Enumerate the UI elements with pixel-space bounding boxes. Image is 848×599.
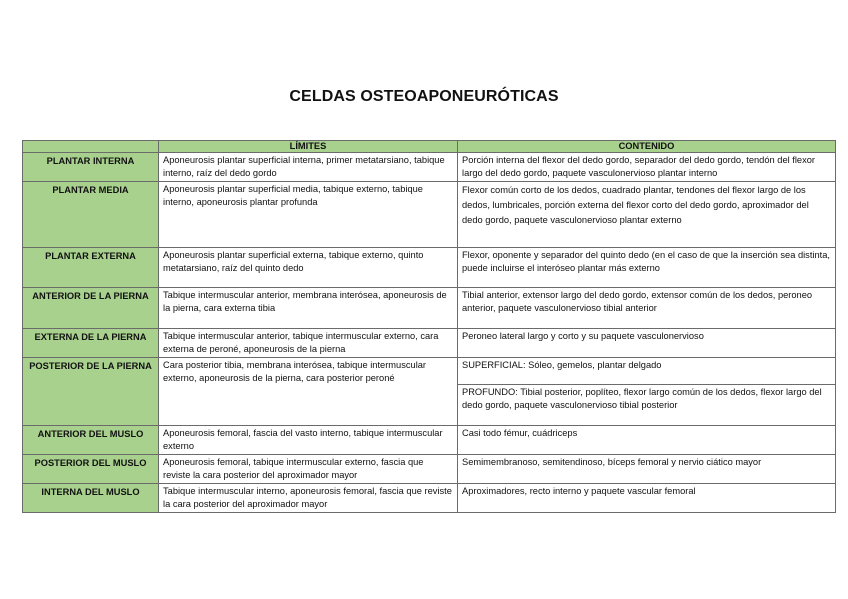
compartments-table [22, 140, 836, 513]
row-contents: Porción interna del flexor del dedo gordo, separador del dedo gordo, tendón del flexor largo del dedo gordo, paquete vasculonervioso plantar interno [458, 153, 836, 182]
row-category: PLANTAR MEDIA [23, 182, 159, 248]
table-row [23, 288, 836, 329]
page-title: CELDAS OSTEOAPONEURÓTICAS [289, 88, 559, 105]
header-contents: CONTENIDO [458, 141, 836, 153]
table-row [23, 358, 836, 385]
row-category: POSTERIOR DEL MUSLO [23, 455, 159, 484]
row-limits: Tabique intermuscular anterior, membrana interósea, aponeurosis de la pierna, cara externa tibia [159, 288, 458, 329]
row-category: POSTERIOR DE LA PIERNA [23, 358, 159, 426]
row-limits: Aponeurosis plantar superficial media, tabique externo, tabique interno, aponeurosis plantar profunda [159, 182, 458, 248]
row-contents: Flexor común corto de los dedos, cuadrado plantar, tendones del flexor largo de los dedos, lumbricales, porción externa del flexor corto del dedo gordo, aproximador del dedo gordo, paquete vasculonervioso plantar externo [458, 182, 836, 248]
table-row [23, 426, 836, 455]
row-category: PLANTAR INTERNA [23, 153, 159, 182]
row-category: ANTERIOR DEL MUSLO [23, 426, 159, 455]
row-contents: Casi todo fémur, cuádriceps [458, 426, 836, 455]
header-row [23, 141, 836, 153]
row-limits: Aponeurosis plantar superficial interna, primer metatarsiano, tabique interno, raíz del dedo gordo [159, 153, 458, 182]
table-row [23, 248, 836, 288]
table-row [23, 329, 836, 358]
row-category: ANTERIOR DE LA PIERNA [23, 288, 159, 329]
header-category [23, 141, 159, 153]
table-row [23, 455, 836, 484]
row-contents: Flexor, oponente y separador del quinto dedo (en el caso de que la inserción sea distinta, puede incluirse el interóseo plantar más externo [458, 248, 836, 288]
table-row [23, 182, 836, 248]
row-contents: Tibial anterior, extensor largo del dedo gordo, extensor común de los dedos, peroneo anterior, paquete vasculonervioso tibial anterior [458, 288, 836, 329]
row-category: PLANTAR EXTERNA [23, 248, 159, 288]
row-contents-profundo: PROFUNDO: Tibial posterior, poplíteo, flexor largo común de los dedos, flexor largo del dedo gordo, paquete vasculonervioso tibial posterior [458, 385, 836, 426]
row-limits: Aponeurosis plantar superficial externa, tabique externo, quinto metatarsiano, raíz del quinto dedo [159, 248, 458, 288]
row-category: EXTERNA DE LA PIERNA [23, 329, 159, 358]
row-limits: Aponeurosis femoral, fascia del vasto interno, tabique intermuscular externo [159, 426, 458, 455]
header-limits: LÍMITES [159, 141, 458, 153]
row-contents: Peroneo lateral largo y corto y su paquete vasculonervioso [458, 329, 836, 358]
row-limits: Cara posterior tibia, membrana interósea, tabique intermuscular externo, aponeurosis de la pierna, cara posterior peroné [159, 358, 458, 426]
row-limits: Aponeurosis femoral, tabique intermuscular externo, fascia que reviste la cara posterior del aproximador mayor [159, 455, 458, 484]
row-limits: Tabique intermuscular anterior, tabique intermuscular externo, cara externa de peroné, aponeurosis de la pierna [159, 329, 458, 358]
row-contents-superficial: SUPERFICIAL: Sóleo, gemelos, plantar delgado [458, 358, 836, 385]
row-contents: Aproximadores, recto interno y paquete vascular femoral [458, 484, 836, 513]
row-category: INTERNA DEL MUSLO [23, 484, 159, 513]
table-row [23, 484, 836, 513]
table-row [23, 153, 836, 182]
row-contents: Semimembranoso, semitendinoso, bíceps femoral y nervio ciático mayor [458, 455, 836, 484]
row-limits: Tabique intermuscular interno, aponeurosis femoral, fascia que reviste la cara posterior del aproximador mayor [159, 484, 458, 513]
